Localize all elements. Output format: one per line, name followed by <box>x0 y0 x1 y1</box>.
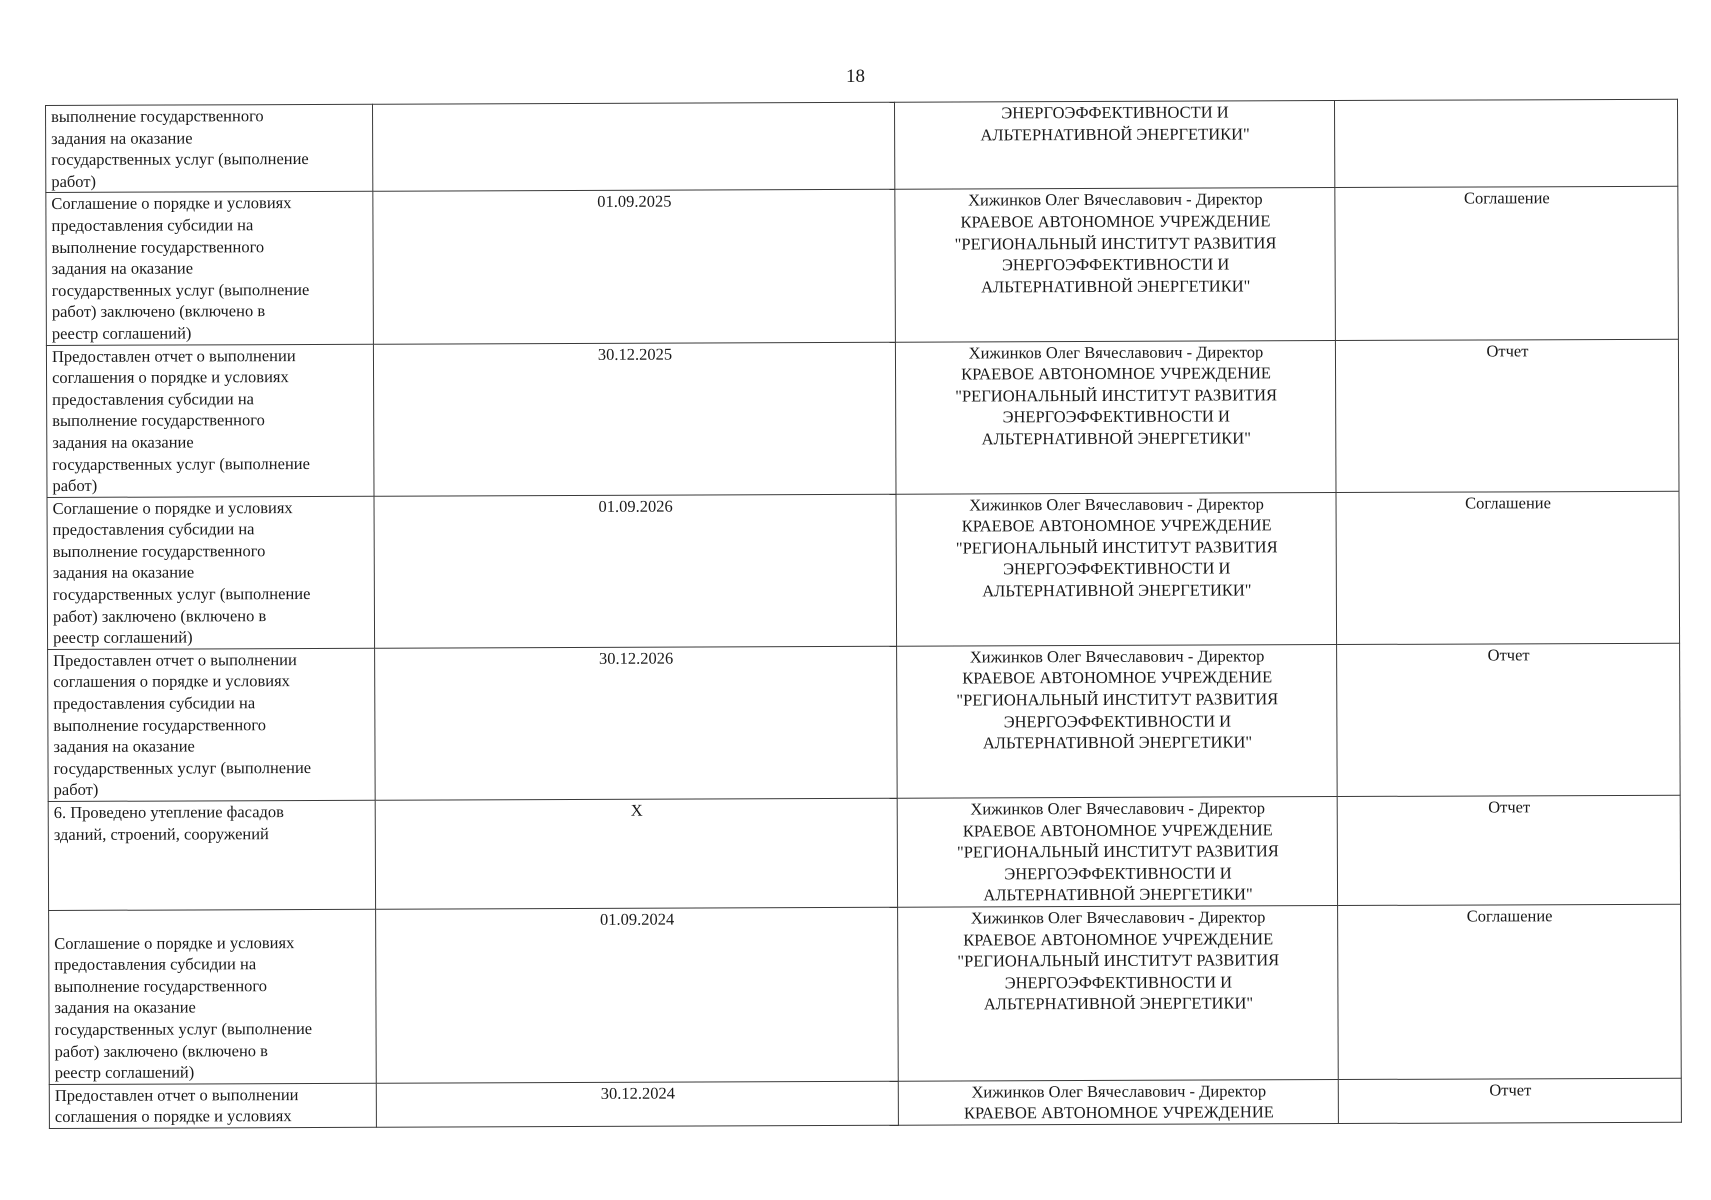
cell-date <box>375 798 897 909</box>
cell-responsible-line: ЭНЕРГОЭФФЕКТИВНОСТИ И <box>1002 406 1230 427</box>
cell-description-line: государственных услуг (выполнение <box>54 1018 313 1039</box>
cell-description-line: ​ <box>54 911 55 931</box>
cell-document-text: Соглашение <box>1466 906 1553 926</box>
cell-description-line: работ) заключено (включено в <box>54 1040 268 1061</box>
table-row <box>46 339 1679 497</box>
cell-description-line: реестр соглашений) <box>54 1062 195 1083</box>
cell-date <box>372 102 894 191</box>
cell-responsible-line: КРАЕВОЕ АВТОНОМНОЕ УЧРЕЖДЕНИЕ <box>963 928 1274 950</box>
table-row <box>47 491 1680 649</box>
cell-responsible-line: "РЕГИОНАЛЬНЫЙ ИНСТИТУТ РАЗВИТИЯ <box>955 537 1278 558</box>
cell-responsible <box>898 906 1339 1081</box>
cell-description-line: предоставления субсидии на <box>53 693 256 714</box>
cell-description-line: выполнение государственного <box>51 236 265 257</box>
cell-description-line: реестр соглашений) <box>53 627 193 648</box>
cell-responsible-line: Хижинков Олег Вячеславович - Директор <box>970 798 1266 819</box>
cell-description-line: государственных услуг (выполнение <box>53 757 312 778</box>
table-row <box>49 904 1682 1084</box>
cell-responsible-line: ЭНЕРГОЭФФЕКТИВНОСТИ И <box>1001 254 1230 275</box>
cell-description-line: государственных услуг (выполнение <box>52 453 310 474</box>
cell-responsible-line: Хижинков Олег Вячеславович - Директор <box>971 1081 1267 1102</box>
cell-description-line: Соглашение о порядке и условиях <box>54 932 295 953</box>
cell-responsible <box>897 644 1338 798</box>
cell-document <box>1336 491 1680 644</box>
cell-description <box>46 344 374 497</box>
cell-responsible-line: "РЕГИОНАЛЬНЫЙ ИНСТИТУТ РАЗВИТИЯ <box>957 950 1280 971</box>
cell-description-line: государственных услуг (выполнение <box>51 149 309 170</box>
cell-responsible <box>894 101 1334 190</box>
cell-date <box>374 494 897 648</box>
cell-description <box>49 1083 376 1128</box>
cell-document <box>1338 1078 1681 1124</box>
cell-date-text <box>378 103 890 105</box>
cell-responsible-line: ЭНЕРГОЭФФЕКТИВНОСТИ И <box>1001 102 1229 123</box>
cell-responsible-line: АЛЬТЕРНАТИВНОЙ ЭНЕРГЕТИКИ" <box>980 123 1250 145</box>
cell-description-line: работ) заключено (включено в <box>51 301 266 322</box>
cell-date <box>373 190 896 344</box>
cell-responsible <box>895 340 1336 494</box>
cell-date-text: 30.12.2025 <box>597 344 673 364</box>
cell-date-text: 30.12.2024 <box>600 1083 675 1103</box>
cell-document-text: Отчет <box>1488 797 1531 817</box>
cell-description-line: работ) заключено (включено в <box>52 605 267 626</box>
page-number: 18 <box>846 66 865 87</box>
cell-responsible <box>896 492 1337 646</box>
cell-responsible <box>898 1079 1338 1125</box>
cell-document <box>1337 795 1680 905</box>
cell-document-text <box>1340 100 1673 101</box>
cell-description-line: задания на оказание <box>52 562 195 583</box>
cell-description-line: задания на оказание <box>53 736 195 757</box>
cell-description-line: предоставления субсидии на <box>52 388 254 409</box>
cell-responsible-line: АЛЬТЕРНАТИВНОЙ ЭНЕРГЕТИКИ" <box>982 580 1252 601</box>
cell-date-text: 30.12.2026 <box>598 648 674 668</box>
cell-responsible-line: ЭНЕРГОЭФФЕКТИВНОСТИ И <box>1004 972 1233 993</box>
cell-description-line: зданий, строений, сооружений <box>53 823 269 844</box>
cell-description-line: задания на оказание <box>51 258 194 279</box>
cell-document <box>1334 99 1677 188</box>
cell-description-line: государственных услуг (выполнение <box>52 584 311 605</box>
cell-responsible-line: КРАЕВОЕ АВТОНОМНОЕ УЧРЕЖДЕНИЕ <box>961 515 1272 536</box>
cell-responsible-line: "РЕГИОНАЛЬНЫЙ ИНСТИТУТ РАЗВИТИЯ <box>955 384 1278 406</box>
cell-description-line: соглашения о порядке и условиях <box>52 367 289 388</box>
cell-date <box>375 646 898 800</box>
cell-description-line: выполнение государственного <box>52 410 265 431</box>
cell-description <box>49 909 377 1084</box>
cell-description-line: 6. Проведено утепление фасадов <box>53 802 284 822</box>
cell-document-text: Отчет <box>1489 1080 1532 1100</box>
cell-responsible-line: АЛЬТЕРНАТИВНОЙ ЭНЕРГЕТИКИ" <box>983 884 1253 905</box>
cell-responsible-line: "РЕГИОНАЛЬНЫЙ ИНСТИТУТ РАЗВИТИЯ <box>956 689 1279 710</box>
cell-description-line: государственных услуг (выполнение <box>51 279 310 300</box>
cell-description-line: работ) <box>52 475 98 496</box>
cell-responsible-line: Хижинков Олег Вячеславович - Директор <box>969 494 1264 515</box>
cell-description-line: Предоставлен отчет о выполнении <box>53 649 297 670</box>
table-row <box>46 99 1678 193</box>
cell-description-line: предоставления субсидии на <box>52 519 255 540</box>
cell-description-line: предоставления субсидии на <box>51 215 254 235</box>
cell-responsible-line: АЛЬТЕРНАТИВНОЙ ЭНЕРГЕТИКИ" <box>982 732 1253 753</box>
cell-responsible-line: КРАЕВОЕ АВТОНОМНОЕ УЧРЕЖДЕНИЕ <box>962 819 1273 841</box>
cell-date-text: 01.09.2024 <box>599 909 675 929</box>
cell-responsible-line: Хижинков Олег Вячеславович - Директор <box>970 907 1266 928</box>
cell-description-line: задания на оказание <box>54 997 196 1018</box>
cell-responsible-line: АЛЬТЕРНАТИВНОЙ ЭНЕРГЕТИКИ" <box>981 428 1251 449</box>
cell-description <box>46 192 374 345</box>
cell-description-line: выполнение государственного <box>53 714 267 735</box>
cell-responsible-line: КРАЕВОЕ АВТОНОМНОЕ УЧРЕЖДЕНИЕ <box>963 1102 1274 1123</box>
cell-document-text: Соглашение <box>1465 492 1551 513</box>
cell-document <box>1337 643 1681 796</box>
cell-description-line: реестр соглашений) <box>51 323 192 343</box>
cell-description <box>48 648 376 801</box>
cell-description-line: Предоставлен отчет о выполнении <box>54 1084 299 1105</box>
cell-date-text: 01.09.2025 <box>597 191 672 212</box>
cell-description-line: работ) <box>51 171 97 191</box>
cell-description-line: Соглашение о порядке и условиях <box>51 193 292 214</box>
cell-document <box>1335 187 1679 340</box>
cell-responsible <box>897 797 1337 908</box>
cell-document-text: Соглашение <box>1463 188 1550 208</box>
cell-description <box>46 104 373 193</box>
cell-description-line: задания на оказание <box>51 128 193 148</box>
cell-responsible-line: КРАЕВОЕ АВТОНОМНОЕ УЧРЕЖДЕНИЕ <box>962 667 1273 688</box>
cell-description-line: Соглашение о порядке и условиях <box>52 497 293 518</box>
table-row <box>48 643 1681 801</box>
cell-description-line: предоставления субсидии на <box>54 954 257 975</box>
cell-responsible-line: КРАЕВОЕ АВТОНОМНОЕ УЧРЕЖДЕНИЕ <box>961 363 1272 384</box>
cell-date <box>376 907 899 1083</box>
cell-description <box>48 800 375 910</box>
cell-responsible-line: Хижинков Олег Вячеславович - Директор <box>969 646 1265 667</box>
cell-responsible-line: "РЕГИОНАЛЬНЫЙ ИНСТИТУТ РАЗВИТИЯ <box>954 232 1277 254</box>
table-row <box>49 1078 1681 1128</box>
cell-date <box>376 1081 898 1127</box>
cell-description <box>47 496 375 649</box>
cell-description-line: работ) <box>53 780 99 800</box>
cell-description-line: соглашения о порядке и условиях <box>53 671 290 692</box>
cell-description-line: выполнение государственного <box>52 541 266 561</box>
cell-responsible-line: КРАЕВОЕ АВТОНОМНОЕ УЧРЕЖДЕНИЕ <box>960 211 1271 232</box>
table-body <box>46 99 1682 1128</box>
cell-responsible-line: АЛЬТЕРНАТИВНОЙ ЭНЕРГЕТИКИ" <box>983 993 1254 1014</box>
cell-document-text: Отчет <box>1486 340 1529 360</box>
cell-document-text: Отчет <box>1487 645 1530 665</box>
cell-document <box>1335 339 1679 492</box>
cell-responsible-line: ЭНЕРГОЭФФЕКТИВНОСТИ И <box>1004 863 1232 884</box>
cell-responsible-line: ЭНЕРГОЭФФЕКТИВНОСТИ И <box>1003 558 1231 579</box>
cell-description-line: соглашения о порядке и условиях <box>54 1106 292 1127</box>
cell-responsible-line: "РЕГИОНАЛЬНЫЙ ИНСТИТУТ РАЗВИТИЯ <box>956 841 1279 862</box>
table-row <box>48 795 1680 910</box>
cell-responsible-line: ЭНЕРГОЭФФЕКТИВНОСТИ И <box>1003 711 1232 731</box>
cell-description-line: Предоставлен отчет о выполнении <box>51 345 296 366</box>
cell-responsible-line: Хижинков Олег Вячеславович - Директор <box>968 189 1263 210</box>
cell-date-text: 01.09.2026 <box>598 496 673 516</box>
cell-document <box>1338 904 1682 1079</box>
cell-responsible-line: Хижинков Олег Вячеславович - Директор <box>968 341 1264 362</box>
cell-description-line: выполнение государственного <box>54 975 268 996</box>
cell-date <box>373 342 896 496</box>
activities-table <box>45 99 1682 1129</box>
cell-date-text: X <box>630 800 643 820</box>
cell-description-line: задания на оказание <box>52 432 194 452</box>
cell-responsible-line: АЛЬТЕРНАТИВНОЙ ЭНЕРГЕТИКИ" <box>981 276 1251 297</box>
cell-description-line: выполнение государственного <box>51 106 264 126</box>
table-row <box>46 187 1679 345</box>
cell-responsible <box>895 188 1336 342</box>
